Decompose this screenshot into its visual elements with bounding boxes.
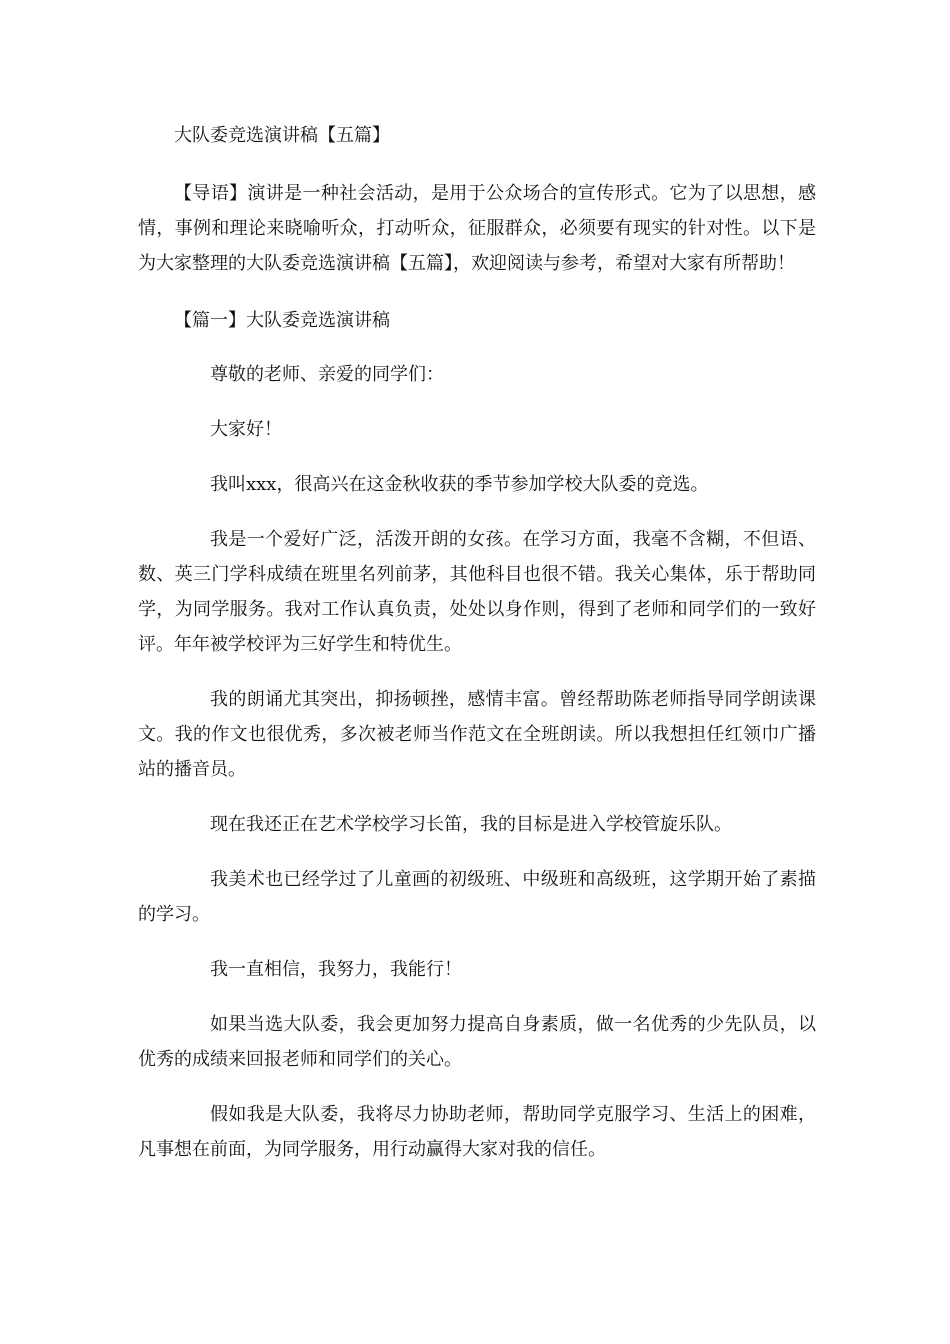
salutation-paragraph: 尊敬的老师、亲爱的同学们： [210,364,444,385]
greeting-paragraph: 大家好！ [210,419,282,440]
body-paragraph: 我叫xxx，很高兴在这金秋收获的季节参加学校大队委的竞选。 [210,474,709,495]
body-paragraph: 假如我是大队委，我将尽力协助老师，帮助同学克服学习、生活上的困难，凡事想在前面，为同学服务，用行动赢得大家对我的信任。 [138,1104,816,1160]
body-paragraph: 如果当选大队委，我会更加努力提高自身素质，做一名优秀的少先队员，以优秀的成绩来回报老师和同学们的关心。 [138,1014,816,1070]
body-paragraph: 我美术也已经学过了儿童画的初级班、中级班和高级班，这学期开始了素描的学习。 [138,869,816,925]
document-title: 大队委竞选演讲稿【五篇】 [174,125,390,146]
section-heading: 【篇一】大队委竞选演讲稿 [174,310,390,331]
document-body [138,118,816,1187]
intro-paragraph: 【导语】演讲是一种社会活动，是用于公众场合的宣传形式。它为了以思想，感情，事例和理论来晓喻听众，打动听众，征服群众，必须要有现实的针对性。以下是为大家整理的大队委竞选演讲稿【五篇】，欢迎阅读与参考，希望对大家有所帮助！ [138,183,816,274]
body-paragraph: 现在我还正在艺术学校学习长笛，我的目标是进入学校管旋乐队。 [210,814,732,835]
body-paragraph: 我的朗诵尤其突出，抑扬顿挫，感情丰富。曾经帮助陈老师指导同学朗读课文。我的作文也很优秀，多次被老师当作范文在全班朗读。所以我想担任红领巾广播站的播音员。 [138,689,816,780]
body-paragraph: 我一直相信，我努力，我能行！ [210,959,462,980]
body-paragraph: 我是一个爱好广泛，活泼开朗的女孩。在学习方面，我毫不含糊，不但语、数、英三门学科成绩在班里名列前茅，其他科目也很不错。我关心集体，乐于帮助同学，为同学服务。我对工作认真负责，处处以身作则，得到了老师和同学们的一致好评。年年被学校评为三好学生和特优生。 [138,529,816,655]
